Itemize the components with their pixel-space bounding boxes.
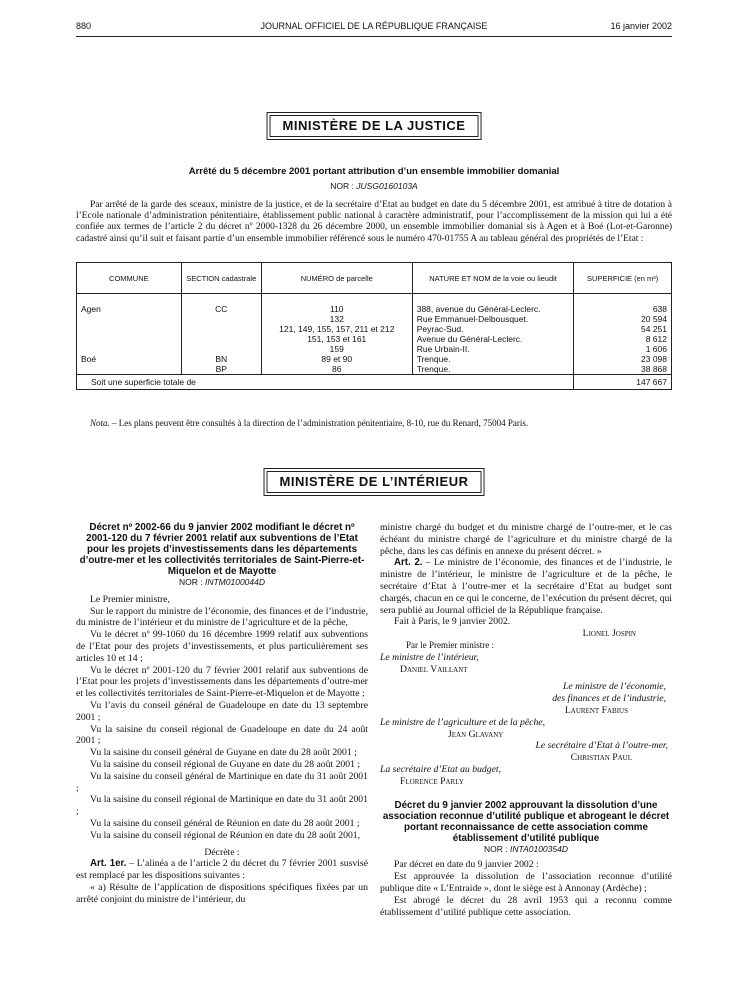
visa-para: Sur le rapport du ministre de l’économie, des finances et de l’industrie, du ministre de l’intérieur et du ministre de l’agriculture et de la pêche,	[76, 605, 368, 629]
article-1	[76, 858, 368, 882]
cell-numero: 159	[261, 344, 412, 354]
cell-numero: 86	[261, 364, 412, 375]
cell-superficie: 8 612	[574, 334, 672, 344]
page-number: 880	[76, 21, 92, 31]
signature-interieur: Daniel Vaillant	[400, 663, 468, 675]
cell-section	[181, 324, 261, 334]
header-rule	[76, 36, 672, 37]
decree-nor	[76, 577, 368, 589]
col-header-superficie: SUPERFICIE (en m²)	[574, 263, 672, 294]
article-1-text: – L’alinéa a de l’article 2 du décret du 7 février 2001 susvisé est remplacé par les dispositions suivantes :	[76, 858, 369, 882]
article-2-label: Art. 2.	[394, 557, 423, 569]
role-outremer-text: Le secrétaire d’Etat à l’outre-mer,	[535, 740, 668, 752]
table-row	[77, 344, 672, 354]
ministry-box-justice	[267, 112, 482, 140]
signature-pm: Lionel Jospin	[582, 628, 636, 640]
nor-label: NOR :	[178, 577, 203, 587]
decrete: Décrète :	[204, 846, 240, 858]
signature-economie: Laurent Fabius	[564, 704, 628, 716]
signature-budget: Florence Parly	[400, 775, 464, 787]
nor-value: JUSG0160103A	[356, 181, 418, 191]
table-row	[77, 364, 672, 375]
table-row	[77, 324, 672, 334]
role-interieur	[380, 652, 672, 664]
issue-date: 16 janvier 2002	[610, 21, 672, 31]
cell-nature: Trenque.	[412, 364, 574, 375]
cell-nature: Rue Urbain-II.	[412, 344, 574, 354]
nota-text: – Les plans peuvent être consultés à la direction de l’administration pénitentiaire, 8-10, rue du Renard, 75004 Paris.	[112, 418, 529, 428]
parcel-table	[76, 262, 672, 390]
col-header-nature: NATURE ET NOM de la voie ou lieudit	[412, 263, 574, 294]
cell-commune	[77, 314, 182, 324]
signature-outremer: Christian Paul	[570, 752, 632, 764]
col-header-numero: NUMÉRO de parcelle	[261, 263, 412, 294]
second-decree-para: Est approuvée la dissolution de l’association reconnue d’utilité publique dite « L’Entraide », dont le siège est à Annonay (Ardèche) ;	[380, 871, 672, 894]
second-decree-nor	[380, 844, 672, 856]
role-agriculture-text: Le ministre de l’agriculture et de la pêche,	[380, 716, 546, 728]
nota-label: Nota.	[90, 418, 110, 428]
article-1-quote: « a) Résulte de l’application de dispositions spécifiques fixées par un arrêté conjoint du ministre de l’intérieur, du	[76, 881, 368, 905]
cell-nature: Avenue du Général-Leclerc.	[412, 334, 574, 344]
cell-section: BP	[181, 364, 261, 375]
col-header-section: SECTION cadastrale	[181, 263, 261, 294]
left-column	[76, 522, 368, 906]
cell-superficie: 638	[574, 294, 672, 315]
visa-para: Vu le décret nº 99-1060 du 16 décembre 1999 relatif aux subventions de l’Etat pour des projets d’investissements, et plus particulièrement ses articles 10 et 14 ;	[76, 629, 368, 664]
cell-section	[181, 314, 261, 324]
running-header	[76, 20, 672, 34]
role-economie	[380, 681, 672, 693]
cell-section	[181, 344, 261, 354]
cell-nature: 388, avenue du Général-Leclerc.	[412, 294, 574, 315]
cell-numero: 132	[261, 314, 412, 324]
visa-para: Vu la saisine du conseil général de Réunion en date du 28 août 2001 ;	[90, 817, 360, 829]
role-agriculture	[380, 717, 672, 729]
cell-commune	[77, 364, 182, 375]
cell-commune	[77, 344, 182, 354]
cell-nature: Rue Emmanuel-Delbousquet.	[412, 314, 574, 324]
cell-nature: Trenque.	[412, 354, 574, 364]
nor-value: INTA0100354D	[510, 843, 568, 854]
cell-commune	[77, 324, 182, 334]
role-budget-text: La secrétaire d’Etat au budget,	[380, 763, 501, 775]
role-economie-text: Le ministre de l’économie,	[563, 681, 666, 693]
nor-label: NOR :	[484, 843, 508, 854]
nor-value: INTM0100044D	[204, 577, 265, 587]
arrete-nor	[76, 180, 672, 192]
cell-section	[181, 334, 261, 344]
table-header-row	[77, 263, 672, 294]
nota	[76, 418, 672, 429]
total-label: Soit une superficie totale de	[77, 375, 574, 390]
role-budget	[380, 764, 672, 776]
cell-commune: Agen	[77, 294, 182, 315]
role-interieur-text: Le ministre de l’intérieur,	[380, 651, 479, 663]
table-row	[77, 354, 672, 364]
role-finances	[380, 693, 672, 705]
visa-para: Vu la saisine du conseil régional de Guadeloupe en date du 24 août 2001 ;	[76, 723, 368, 747]
cell-superficie: 20 594	[574, 314, 672, 324]
signature-agriculture: Jean Glavany	[448, 728, 504, 740]
right-column	[380, 522, 672, 918]
cell-commune: Boé	[77, 354, 182, 364]
journal-title: JOURNAL OFFICIEL DE LA RÉPUBLIQUE FRANÇAISE	[260, 21, 488, 31]
cell-numero: 121, 149, 155, 157, 211 et 212	[261, 324, 412, 334]
role-finances-text: des finances et de l’industrie,	[552, 693, 666, 705]
arrete-title: Arrêté du 5 décembre 2001 portant attribution d’un ensemble immobilier domanial	[188, 166, 560, 177]
visa-para: Vu l’avis du conseil général de Guadeloupe en date du 13 septembre 2001 ;	[76, 699, 368, 723]
cell-section: CC	[181, 294, 261, 315]
col-header-commune: COMMUNE	[77, 263, 182, 294]
cell-nature: Peyrac-Sud.	[412, 324, 574, 334]
visa-para: Vu la saisine du conseil général de Martinique en date du 31 août 2001 ;	[76, 770, 368, 794]
arrete-body: Par arrêté de la garde des sceaux, ministre de la justice, et de la secrétaire d’Etat au budget en date du 5 décembre 2001, est attribué à titre de dotation à l’Ecole nationale d’administration pénitentiaire, établissement public national à caractère administratif, pour l’accomplissement de la mission qui lui a été confiée aux termes de l’article 2 du décret nº 2000-1328 du 26 décembre 2000, un ensemble immobilier domanial sis à Agen et à Boé (Lot-et-Garonne) cadastré ainsi qu’il suit et faisant partie d’un ensemble immobilier référencé sous le numéro 470-01755 A au tableau général des propriétés de l’Etat :	[76, 200, 672, 244]
decree-title: Décret nº 2002-66 du 9 janvier 2002 modifiant le décret nº 2001-120 du 7 février 2001 relatif aux subventions de l’Etat pour les projets d’investissements dans les départements d’outre-mer et les collectivités territoriales de Saint-Pierre-et-Miquelon et de Mayotte	[79, 522, 365, 577]
visa-para: Le Premier ministre,	[90, 593, 170, 605]
cell-numero: 89 et 90	[261, 354, 412, 364]
par-premier-ministre: Par le Premier ministre :	[406, 639, 494, 650]
cell-numero: 110	[261, 294, 412, 315]
visa-para: Vu la saisine du conseil général de Guyane en date du 28 août 2001 ;	[90, 747, 357, 759]
cell-numero: 151, 153 et 161	[261, 334, 412, 344]
article-2-text: – Le ministre de l’économie, des finances et de l’industrie, le ministre de l’intérieur, le ministre de l’agriculture et de la pêche, le secrétaire d’Etat à l’outre-mer et la secrétaire d’Etat au budget sont chargés, chacun en ce qui le concerne, de l’exécution du présent décret, qui sera publié au Journal officiel de la République française.	[380, 557, 672, 616]
ministry-title-interieur: MINISTÈRE DE L’INTÉRIEUR	[267, 471, 482, 493]
table-total-row	[77, 375, 672, 390]
done-at: Fait à Paris, le 9 janvier 2002.	[394, 616, 511, 628]
table-row	[77, 294, 672, 315]
article-2	[380, 557, 672, 616]
cell-superficie: 54 251	[574, 324, 672, 334]
ministry-box-interieur	[264, 468, 485, 496]
table-row	[77, 334, 672, 344]
table-row	[77, 314, 672, 324]
cell-commune	[77, 334, 182, 344]
visa-para: Vu la saisine du conseil régional de Réunion en date du 28 août 2001,	[90, 829, 361, 841]
total-value: 147 667	[574, 375, 672, 390]
cell-superficie: 23 098	[574, 354, 672, 364]
right-continuation: ministre chargé du budget et du ministre chargé de l’outre-mer, et le cas échéant du ministre chargé de l’agriculture et du ministre chargé de la pêche, dans les cas définis en annexe du présent décret. »	[380, 522, 672, 557]
visa-para: Vu la saisine du conseil régional de Martinique en date du 31 août 2001 ;	[76, 794, 368, 818]
nor-label: NOR :	[330, 181, 354, 191]
cell-superficie: 38 868	[574, 364, 672, 375]
second-decree-title: Décret du 9 janvier 2002 approuvant la dissolution d’une association reconnue d’utilité publique et abrogeant le décret portant reconnaissance de cette association comme établissement d’utilité publique	[382, 799, 670, 844]
ministry-title-justice: MINISTÈRE DE LA JUSTICE	[270, 115, 479, 137]
article-1-label: Art. 1er.	[90, 858, 127, 870]
visa-para: Vu le décret nº 2001-120 du 7 février 2001 relatif aux subventions de l’Etat pour les projets d’investissements dans les départements d’outre-mer et les collectivités territoriales de Saint-Pierre-et-Miquelon et de Mayotte ;	[76, 664, 368, 700]
visa-para: Vu la saisine du conseil régional de Guyane en date du 28 août 2001 ;	[90, 758, 361, 770]
cell-section: BN	[181, 354, 261, 364]
role-outremer	[380, 740, 672, 752]
second-decree-para: Par décret en date du 9 janvier 2002 :	[394, 859, 539, 871]
second-decree-para: Est abrogé le décret du 28 avril 1953 qui a reconnu comme établissement d’utilité publique cette association.	[380, 894, 672, 918]
cell-superficie: 1 606	[574, 344, 672, 354]
